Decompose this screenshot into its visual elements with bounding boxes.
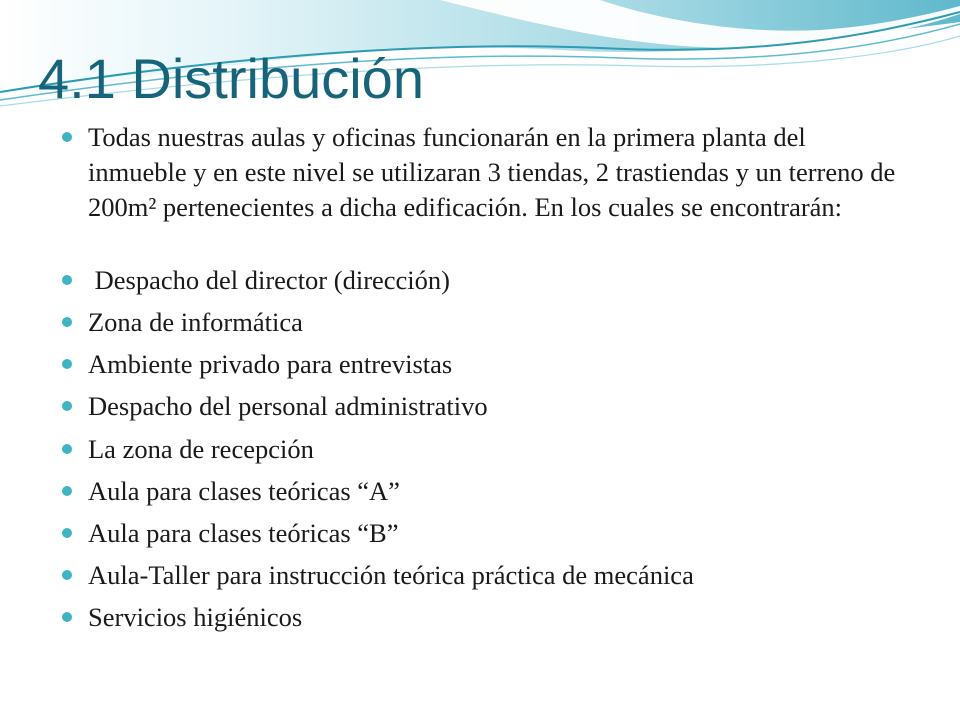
bullet-item	[88, 558, 908, 593]
bullet-item	[88, 432, 908, 467]
bullet-text: Aula para clases teóricas “B”	[88, 518, 399, 548]
bullet-item	[88, 600, 908, 635]
bullet-item	[88, 389, 908, 424]
bullet-dot-icon	[62, 317, 72, 327]
bullet-dot-icon	[62, 132, 72, 142]
bullet-dot-icon	[62, 528, 72, 538]
bullet-text: Despacho del personal administrativo	[88, 391, 488, 421]
bullet-dot-icon	[62, 486, 72, 496]
bullet-dot-icon	[62, 612, 72, 622]
bullet-text: Aula-Taller para instrucción teórica práctica de mecánica	[88, 560, 694, 590]
bullet-item	[88, 263, 908, 298]
bullet-text: Ambiente privado para entrevistas	[88, 349, 453, 379]
bullet-dot-icon	[62, 444, 72, 454]
bullet-dot-icon	[62, 401, 72, 411]
bullet-dot-icon	[62, 275, 72, 285]
bullet-text: Zona de informática	[88, 307, 303, 337]
bullet-item	[88, 347, 908, 382]
bullet-text: Todas nuestras aulas y oficinas funcionarán en la primera planta del inmueble y en este nivel se utilizaran 3 tiendas, 2 trastiendas y un terreno de 200m² pertenecientes a dicha edificación. En los cuales se encontrarán:	[88, 122, 896, 222]
bullet-dot-icon	[62, 359, 72, 369]
bullet-text: Aula para clases teóricas “A”	[88, 476, 400, 506]
bullet-item	[88, 474, 908, 509]
bullet-item	[88, 120, 908, 225]
bullet-text: La zona de recepción	[88, 434, 314, 464]
bullet-text: Servicios higiénicos	[88, 602, 303, 632]
slide-title: 4.1 Distribución	[38, 47, 424, 110]
bullet-item	[88, 516, 908, 551]
bullet-item	[88, 305, 908, 340]
bullet-dot-icon	[62, 570, 72, 580]
bullet-text: Despacho del director (dirección)	[88, 265, 450, 295]
